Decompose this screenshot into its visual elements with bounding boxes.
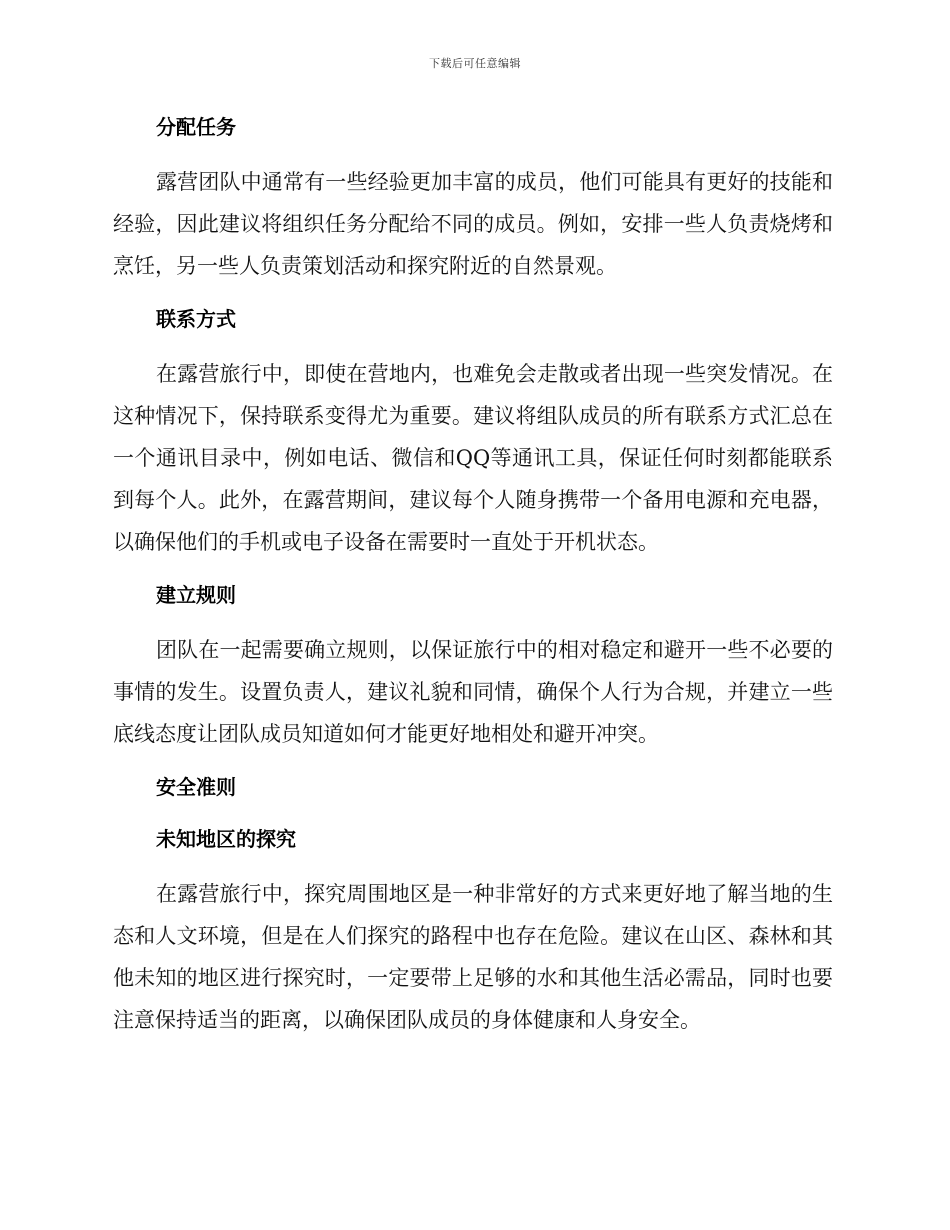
section-heading-task-assignment: 分配任务: [156, 115, 236, 139]
section-paragraph-exploration: 在露营旅行中，探究周围地区是一种非常好的方式来更好地了解当地的生态和人文环境，但是在人们探究的路程中也存在危险。建议在山区、森林和其他未知的地区进行探究时，一定要带上足够的水和其他生活必需品，同时也要注意保持适当的距离，以确保团队成员的身体健康和人身安全。: [113, 882, 833, 1032]
section-heading-safety: 安全准则: [156, 775, 236, 799]
section-heading-rules: 建立规则: [156, 583, 236, 607]
section-heading-exploration: 未知地区的探究: [156, 827, 296, 851]
header-note: 下载后可任意编辑: [429, 57, 521, 70]
section-paragraph-contact: 在露营旅行中，即使在营地内，也难免会走散或者出现一些突发情况。在这种情况下，保持联系变得尤为重要。建议将组队成员的所有联系方式汇总在一个通讯目录中，例如电话、微信和QQ等通讯工具，保证任何时刻都能联系到每个人。此外，在露营期间，建议每个人随身携带一个备用电源和充电器，以确保他们的手机或电子设备在需要时一直处于开机状态。: [113, 362, 833, 554]
document-body: [113, 107, 833, 1053]
section-heading-contact: 联系方式: [156, 307, 236, 331]
section-paragraph-task-assignment: 露营团队中通常有一些经验更加丰富的成员，他们可能具有更好的技能和经验，因此建议将组织任务分配给不同的成员。例如，安排一些人负责烧烤和烹饪，另一些人负责策划活动和探究附近的自然景观。: [113, 170, 833, 278]
section-paragraph-rules: 团队在一起需要确立规则，以保证旅行中的相对稳定和避开一些不必要的事情的发生。设置负责人，建议礼貌和同情，确保个人行为合规，并建立一些底线态度让团队成员知道如何才能更好地相处和避开冲突。: [113, 638, 833, 746]
